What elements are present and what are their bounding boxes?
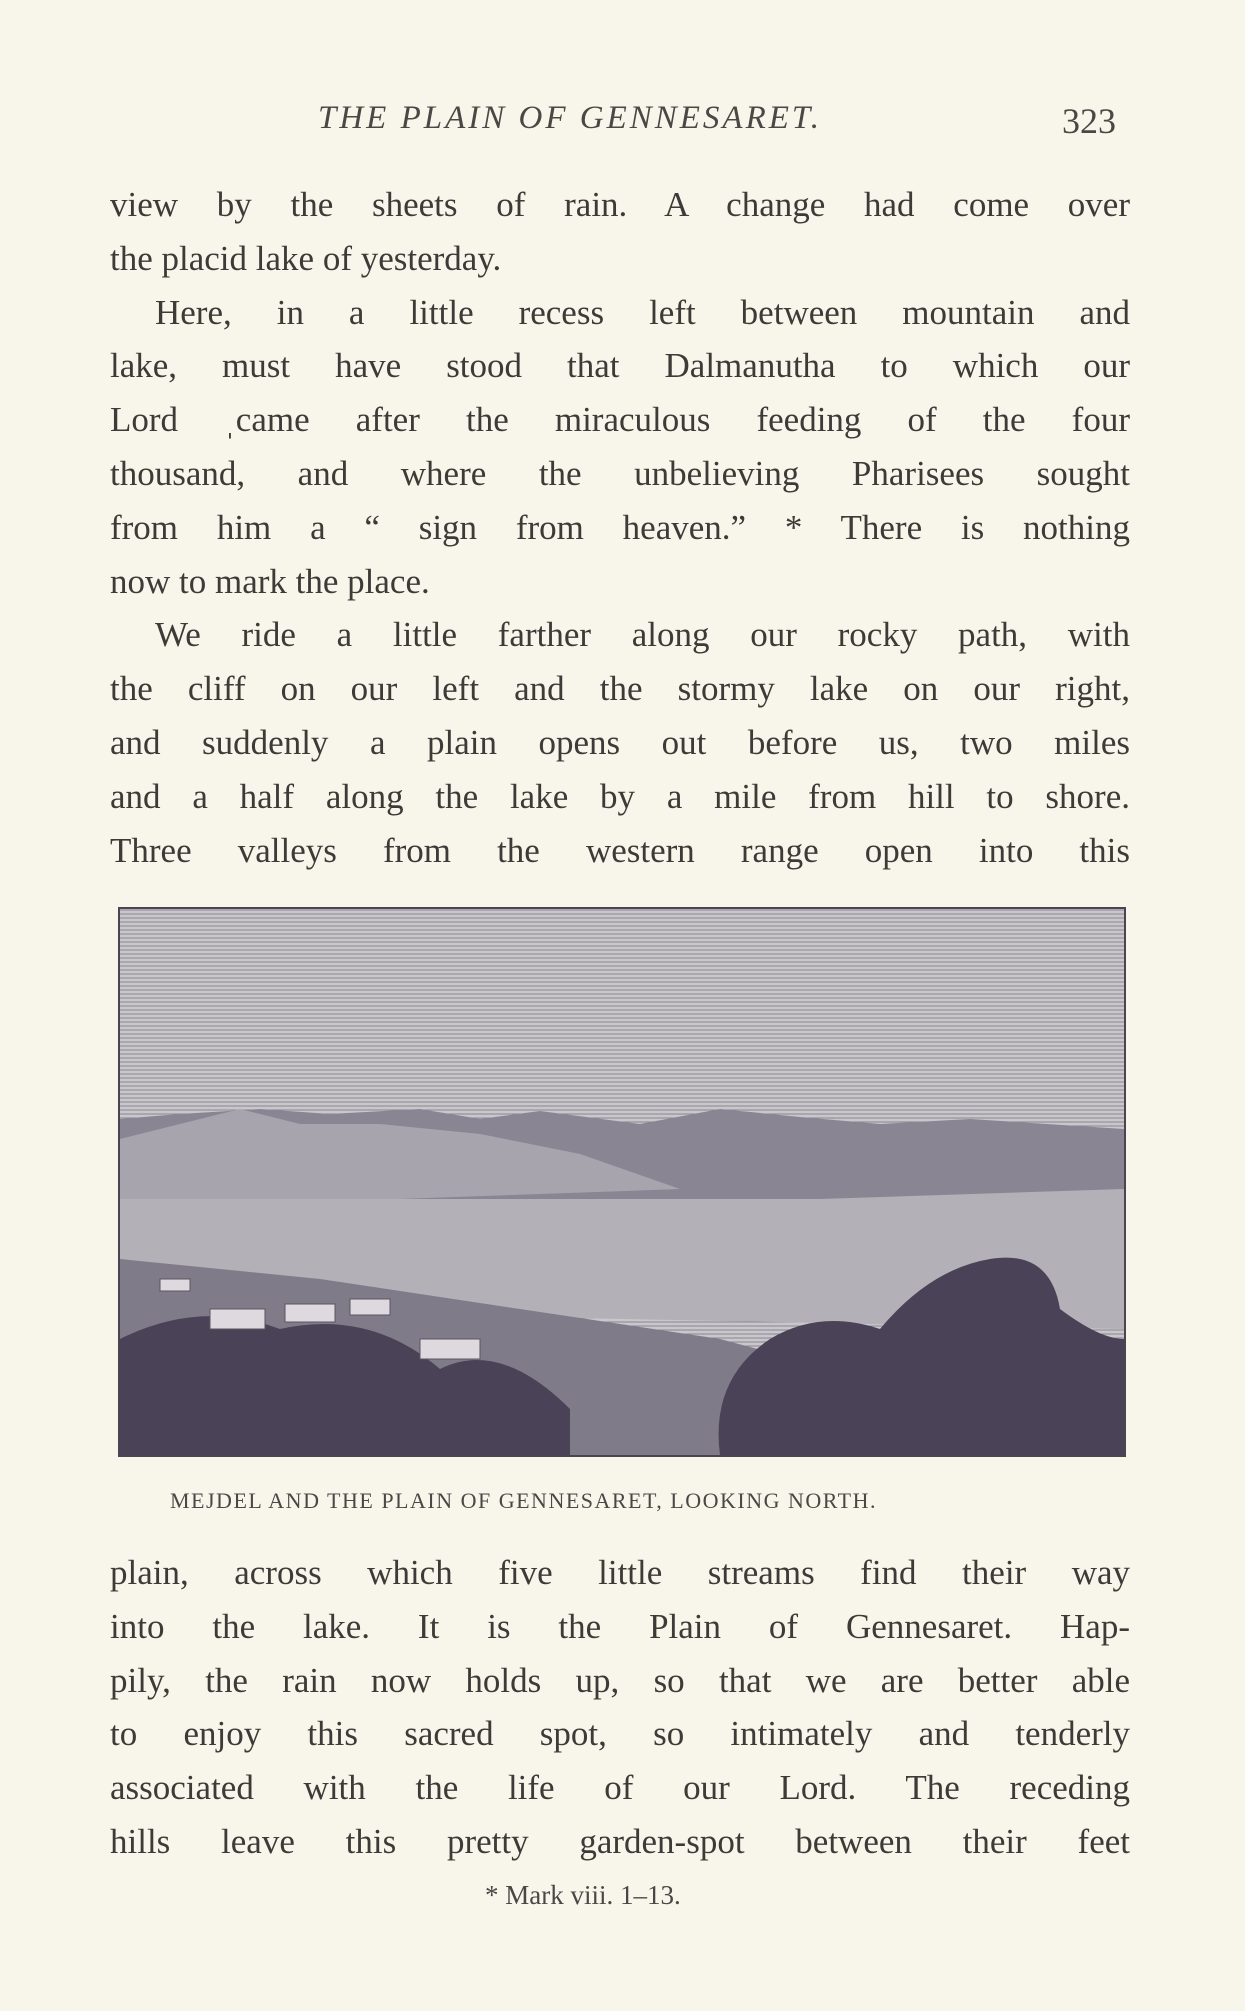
page-number: 323 bbox=[1062, 101, 1116, 141]
text-line: Here, in a little recess left between mountain and bbox=[155, 292, 1130, 332]
text-line: the placid lake of yesterday. bbox=[110, 238, 502, 278]
text-line: the cliff on our left and the stormy lake on our right, bbox=[110, 669, 1130, 709]
text-line: associated with the life of our Lord. The receding bbox=[110, 1768, 1130, 1808]
text-line: into the lake. It is the Plain of Gennesaret. Hap- bbox=[110, 1606, 1130, 1646]
body-text-top bbox=[110, 178, 1130, 877]
text-line: Lord ˌcame after the miraculous feeding of the four bbox=[110, 400, 1130, 440]
text-line: hills leave this pretty garden-spot between their feet bbox=[110, 1821, 1130, 1861]
text-line: now to mark the place. bbox=[110, 561, 430, 601]
text-line: plain, across which five little streams find their way bbox=[110, 1553, 1130, 1592]
footnote: * Mark viii. 1–13. bbox=[485, 1880, 681, 1910]
text-line: and suddenly a plain opens out before us, two miles bbox=[110, 722, 1130, 762]
text-line: We ride a little farther along our rocky path, with bbox=[155, 615, 1130, 655]
text-line: lake, must have stood that Dalmanutha to which our bbox=[110, 346, 1130, 386]
text-line: from him a “ sign from heaven.” * There is nothing bbox=[110, 507, 1130, 547]
text-line: thousand, and where the unbelieving Pharisees sought bbox=[110, 453, 1130, 493]
text-line: and a half along the lake by a mile from hill to shore. bbox=[110, 776, 1130, 816]
running-title: THE PLAIN OF GENNESARET. bbox=[318, 100, 823, 136]
figure-caption: MEJDEL AND THE PLAIN OF GENNESARET, LOOKING NORTH. bbox=[170, 1488, 877, 1513]
engraving-illustration bbox=[118, 907, 1126, 1457]
text-line: pily, the rain now holds up, so that we are better able bbox=[110, 1660, 1130, 1700]
body-text-bottom bbox=[110, 1546, 1130, 1869]
text-line: Three valleys from the western range open into this bbox=[110, 830, 1130, 870]
text-line: to enjoy this sacred spot, so intimately and tenderly bbox=[110, 1714, 1130, 1754]
text-line: view by the sheets of rain. A change had come over bbox=[110, 185, 1130, 224]
